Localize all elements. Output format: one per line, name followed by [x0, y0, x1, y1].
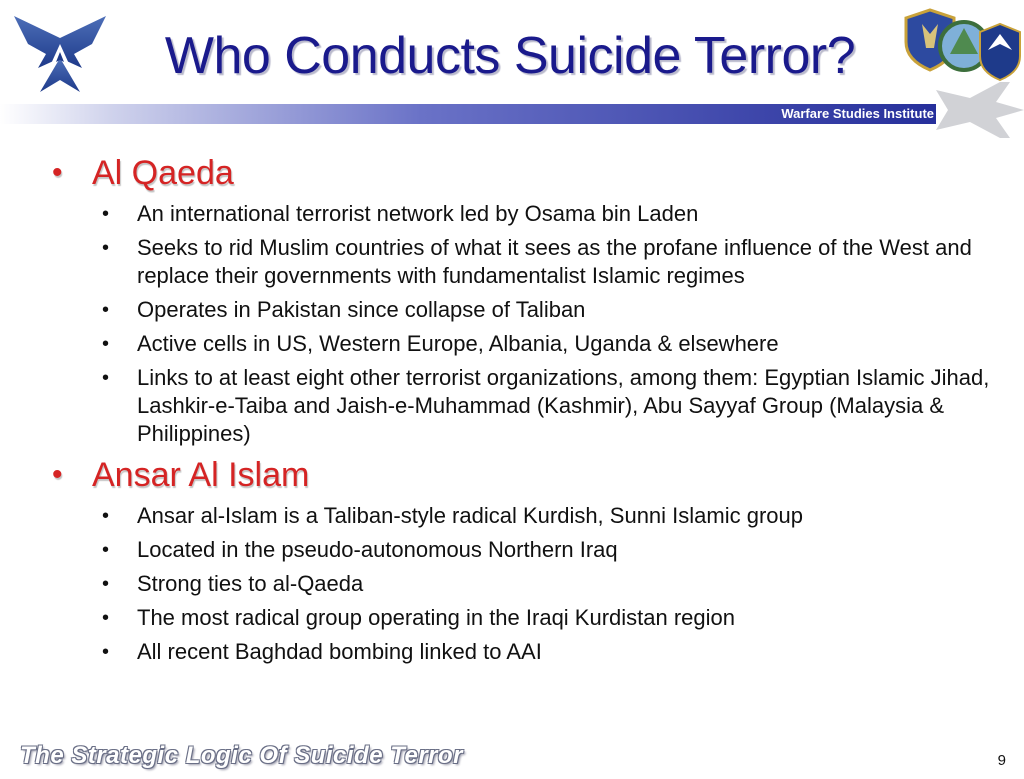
list-item — [52, 536, 997, 564]
bullet-icon: • — [102, 505, 110, 527]
list-item-text: Seeks to rid Muslim countries of what it sees as the profane influence of the West and replace their governments with fundamentalist Islamic regimes — [137, 235, 972, 288]
institute-label: Warfare Studies Institute — [781, 106, 934, 121]
jet-silhouette-icon — [930, 70, 1024, 150]
section-al-qaeda — [52, 152, 997, 448]
bullet-icon: • — [102, 607, 110, 629]
list-item — [52, 638, 997, 666]
list-item-text: Operates in Pakistan since collapse of Taliban — [137, 297, 586, 322]
section-ansar-al-islam — [52, 454, 997, 666]
list-item — [52, 200, 997, 228]
list-item — [52, 330, 997, 358]
section-heading — [52, 152, 997, 194]
list-item — [52, 570, 997, 598]
section-heading — [52, 454, 997, 496]
list-item — [52, 604, 997, 632]
bullet-icon: • — [52, 156, 63, 189]
bullet-icon: • — [102, 573, 110, 595]
page-number: 9 — [997, 752, 1006, 769]
list-item-text: An international terrorist network led by Osama bin Laden — [137, 201, 699, 226]
bullet-list — [52, 502, 997, 666]
bullet-icon: • — [102, 367, 110, 389]
bullet-icon: • — [102, 641, 110, 663]
list-item-text: Strong ties to al-Qaeda — [137, 571, 364, 596]
slide-content — [52, 152, 997, 672]
list-item-text: All recent Baghdad bombing linked to AAI — [137, 639, 542, 664]
list-item — [52, 502, 997, 530]
air-force-wings-icon — [10, 8, 110, 98]
bullet-icon: • — [102, 299, 110, 321]
list-item-text: Ansar al-Islam is a Taliban-style radical Kurdish, Sunni Islamic group — [137, 503, 803, 528]
bullet-icon: • — [102, 333, 110, 355]
page-title: Who Conducts Suicide Terror? — [164, 27, 856, 85]
list-item-text: Located in the pseudo-autonomous Northern Iraq — [137, 537, 618, 562]
footer-title: The Strategic Logic Of Suicide Terror — [20, 742, 464, 769]
bullet-icon: • — [102, 237, 110, 259]
list-item-text: Active cells in US, Western Europe, Albania, Uganda & elsewhere — [137, 331, 779, 356]
list-item — [52, 234, 997, 290]
bullet-icon: • — [102, 203, 110, 225]
bullet-list — [52, 200, 997, 448]
list-item — [52, 296, 997, 324]
bullet-icon: • — [52, 458, 63, 491]
list-item-text: Links to at least eight other terrorist organizations, among them: Egyptian Islamic Jihad, Lashkir-e-Taiba and Jaish-e-Muhammad (Kashmir), Abu Sayyaf Group (Malaysia & Philippines) — [137, 365, 990, 446]
list-item — [52, 364, 997, 448]
bullet-icon: • — [102, 539, 110, 561]
section-heading-text: Ansar Al Islam — [92, 456, 310, 494]
section-heading-text: Al Qaeda — [92, 154, 234, 192]
list-item-text: The most radical group operating in the Iraqi Kurdistan region — [137, 605, 736, 630]
